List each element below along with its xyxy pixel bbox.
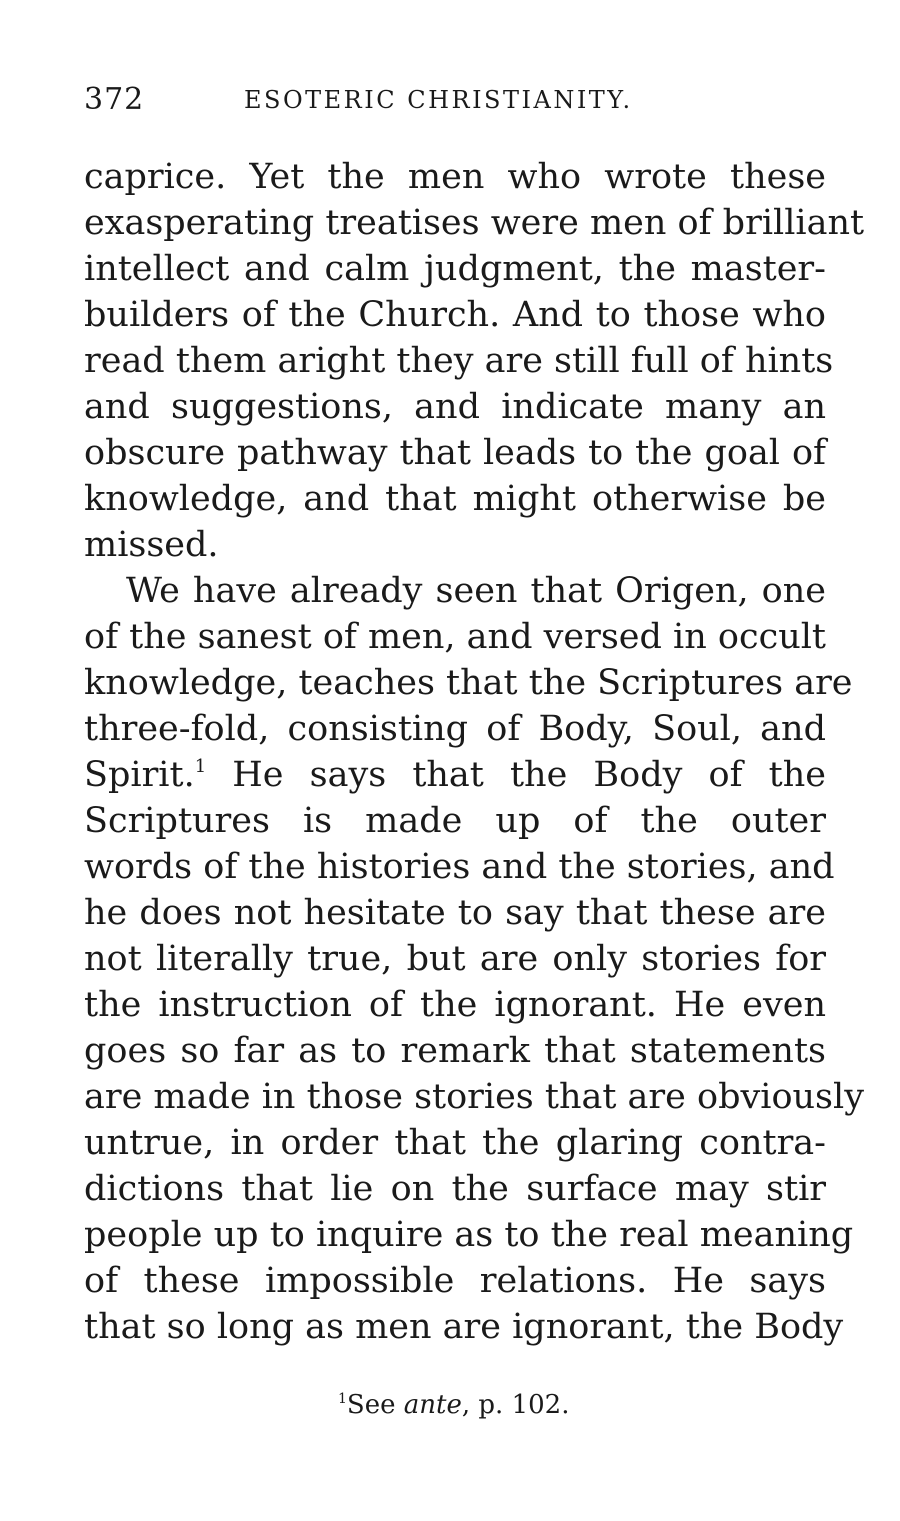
text-line: dictions that lie on the surface may stir	[84, 1169, 826, 1209]
text-line: goes so far as to remark that statements	[84, 1031, 826, 1071]
text-line: read them aright they are still full of hints	[84, 341, 834, 381]
footnote-prefix: See	[346, 1390, 404, 1420]
footnote-mark: 1	[338, 1391, 347, 1407]
text-line: exasperating treatises were men of brilliant	[84, 203, 865, 243]
text-line: knowledge, teaches that the Scriptures are	[84, 663, 853, 703]
footnote	[338, 1388, 738, 1422]
footnote-suffix: , p. 102.	[461, 1390, 570, 1420]
text-line: obscure pathway that leads to the goal of	[84, 433, 826, 473]
running-head	[84, 82, 824, 126]
text-line: We have already seen that Origen, one	[126, 571, 826, 611]
page-number: 372	[84, 82, 145, 117]
running-title: ESOTERIC CHRISTIANITY.	[244, 86, 633, 114]
text-line: words of the histories and the stories, and	[84, 847, 835, 887]
text-fragment: He says that the Body of the	[206, 755, 826, 795]
text-line: and suggestions, and indicate many an	[84, 387, 826, 427]
text-line: the instruction of the ignorant. He even	[84, 985, 826, 1025]
text-line: intellect and calm judgment, the master-	[84, 249, 826, 289]
text-line: knowledge, and that might otherwise be	[84, 479, 826, 519]
text-line: Scriptures is made up of the outer	[84, 801, 826, 841]
text-line: he does not hesitate to say that these are	[84, 893, 826, 933]
text-line: missed.	[84, 525, 219, 565]
text-fragment: Spirit.	[84, 755, 195, 795]
text-line: builders of the Church. And to those who	[84, 295, 826, 335]
text-line: people up to inquire as to the real meaning	[84, 1215, 854, 1255]
text-line: of the sanest of men, and versed in occult	[84, 617, 826, 657]
text-line: of these impossible relations. He says	[84, 1261, 826, 1301]
body-text	[84, 154, 865, 1350]
text-line-with-footnote-mark	[84, 752, 826, 798]
text-line: not literally true, but are only stories for	[84, 939, 826, 979]
text-line: untrue, in order that the glaring contra-	[84, 1123, 826, 1163]
text-line: caprice. Yet the men who wrote these	[84, 157, 826, 197]
text-line: that so long as men are ignorant, the Body	[84, 1307, 844, 1347]
footnote-reference-mark: 1	[194, 756, 207, 777]
text-line: three-fold, consisting of Body, Soul, and	[84, 709, 826, 749]
text-line: are made in those stories that are obviously	[84, 1077, 864, 1117]
footnote-italic: ante	[403, 1390, 462, 1420]
